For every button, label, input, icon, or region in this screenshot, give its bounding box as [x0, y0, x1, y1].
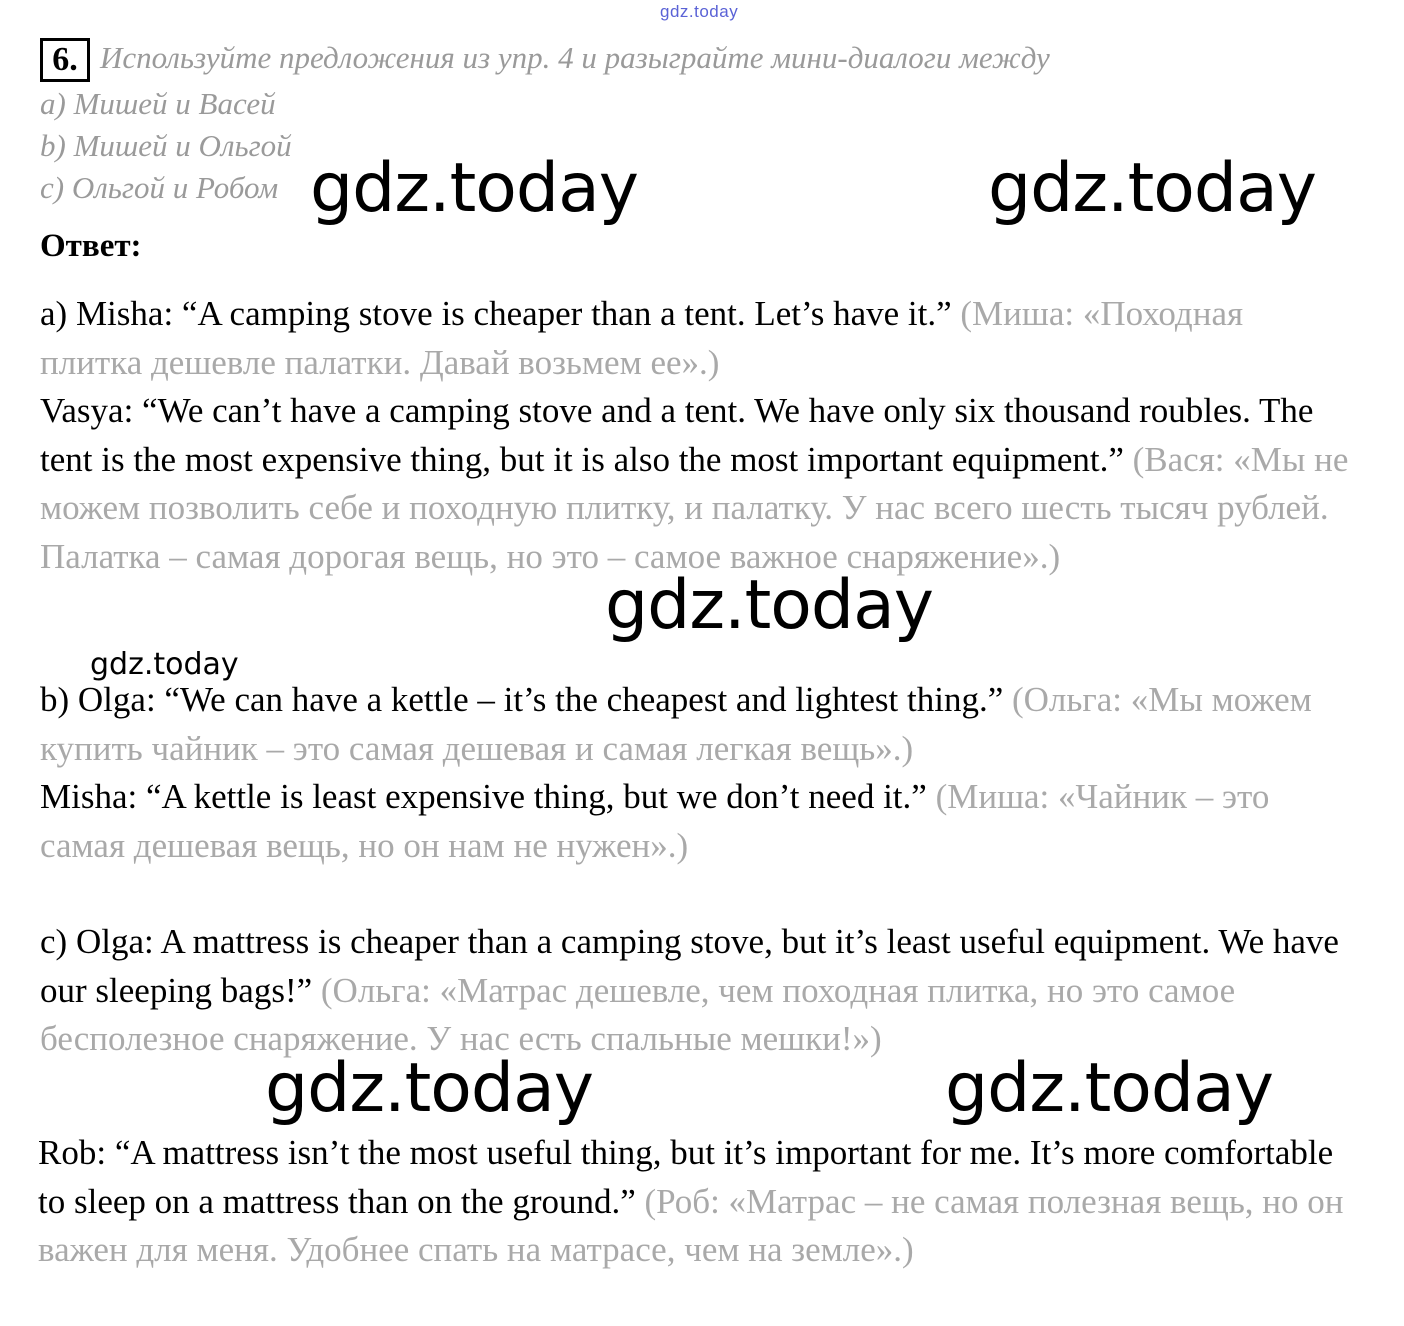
dialogue-c-line1-russian: (Ольга: «Матрас дешевле, чем походная плитка, но это самое бесполезное снаряжение. У нас есть спальные мешки!»)	[40, 970, 1236, 1058]
watermark: gdz.today	[310, 149, 638, 228]
task-option-b: b) Мишей и Ольгой	[40, 128, 292, 163]
watermark: gdz.today	[605, 566, 933, 645]
dialogue-a-line2-russian: (Вася: «Мы не можем позволить себе и походную плитку, и палатку. У нас всего шесть тысяч рублей. Палатка – самая дорогая вещь, но это – самое важное снаряжение».)	[40, 439, 1349, 576]
dialogue-c-line1-english: c) Olga: A mattress is cheaper than a camping stove, but it’s least useful equipment. We have our sleeping bags!”	[40, 922, 1339, 1010]
dialogue-b-line2	[40, 773, 1350, 870]
dialogue-c-line2-russian: (Роб: «Матрас – не самая полезная вещь, но он важен для меня. Удобнее спать на матрасе, чем на земле».)	[38, 1181, 1344, 1269]
watermark: gdz.today	[90, 647, 239, 682]
watermark: gdz.today	[988, 149, 1316, 228]
dialogue-b-line1-english: b) Olga: “We can have a kettle – it’s the cheapest and lightest thing.”	[40, 680, 1004, 719]
dialogue-b-line2-english: Misha: “A kettle is least expensive thing, but we don’t need it.”	[40, 777, 927, 816]
top-watermark: gdz.today	[660, 2, 739, 21]
dialogue-b-line1-russian: (Ольга: «Мы можем купить чайник – это самая дешевая и самая легкая вещь».)	[40, 680, 1312, 768]
dialogue-c-line1	[40, 918, 1350, 1064]
answer-label: Ответ:	[40, 228, 142, 264]
dialogue-a-line1	[40, 290, 1350, 387]
watermark: gdz.today	[945, 1049, 1273, 1128]
dialogue-a-line2-english: Vasya: “We can’t have a camping stove and a tent. We have only six thousand roubles. The tent is the most expensive thing, but it is also the most important equipment.”	[40, 391, 1314, 479]
watermark: gdz.today	[265, 1049, 593, 1128]
dialogue-c-line2-english: Rob: “A mattress isn’t the most useful thing, but it’s important for me. It’s more comfortable to sleep on a mattress than on the ground.”	[38, 1133, 1334, 1221]
dialogue-a-line1-english: a) Misha: “A camping stove is cheaper than a tent. Let’s have it.”	[40, 294, 952, 333]
task-option-a: a) Мишей и Васей	[40, 86, 276, 121]
task-instruction: Используйте предложения из упр. 4 и разыграйте мини-диалоги между	[100, 40, 1050, 75]
dialogue-a-line2	[40, 387, 1350, 581]
task-option-c: c) Ольгой и Робом	[40, 170, 279, 205]
task-number: 6.	[40, 38, 90, 82]
dialogue-c-line2	[38, 1129, 1348, 1275]
dialogue-a-line1-russian: (Миша: «Походная плитка дешевле палатки. Давай возьмем ее».)	[40, 294, 1244, 382]
dialogue-b-line2-russian: (Миша: «Чайник – это самая дешевая вещь, но он нам не нужен».)	[40, 777, 1270, 865]
dialogue-b-line1	[40, 676, 1350, 773]
